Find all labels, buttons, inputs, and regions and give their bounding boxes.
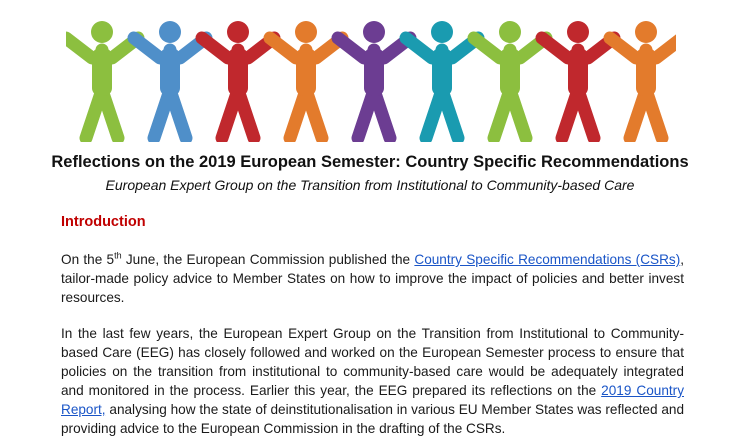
paragraph-1 [61,250,684,307]
p1-text-mid: June, the European Commission published the [121,252,415,267]
section-heading-introduction: Introduction [61,214,146,230]
document-title: Reflections on the 2019 European Semester: Country Specific Recommendations [51,153,689,171]
people-banner [66,20,676,142]
p2-text-start: In the last few years, the European Expert Group on the Transition from Institutional to Community-based Care (EEG) has closely followed and worked on the European Semester process to ensure that policies on the transition from institutional to community-based care would be adequately integrated and monitored in the process. Earlier this year, the EEG prepared its reflections on the [61,326,684,398]
csr-link[interactable]: Country Specific Recommendations (CSRs) [414,252,681,267]
person-icon [66,21,138,138]
p1-text-end: , tailor-made policy advice to Member States on how to improve the impact of policies and better invest resources. [61,252,684,305]
p2-text-end: analysing how the state of deinstitutionalisation in various EU Member States was reflected and providing advice to the European Commission in the drafting of the CSRs. [61,402,684,436]
paragraph-2 [61,324,684,438]
person-icon [270,21,342,138]
p1-ordinal-suffix: th [114,250,122,261]
person-icon [338,21,410,138]
person-icon [474,21,546,138]
country-report-link[interactable]: 2019 Country Report, [61,383,684,417]
person-icon [134,21,206,138]
person-icon [542,21,614,138]
person-icon [610,21,676,138]
p1-text-start: On the 5 [61,252,115,267]
person-icon [202,21,274,138]
document-subtitle: European Expert Group on the Transition from Institutional to Community-based Care [105,177,635,193]
person-icon [406,21,478,138]
